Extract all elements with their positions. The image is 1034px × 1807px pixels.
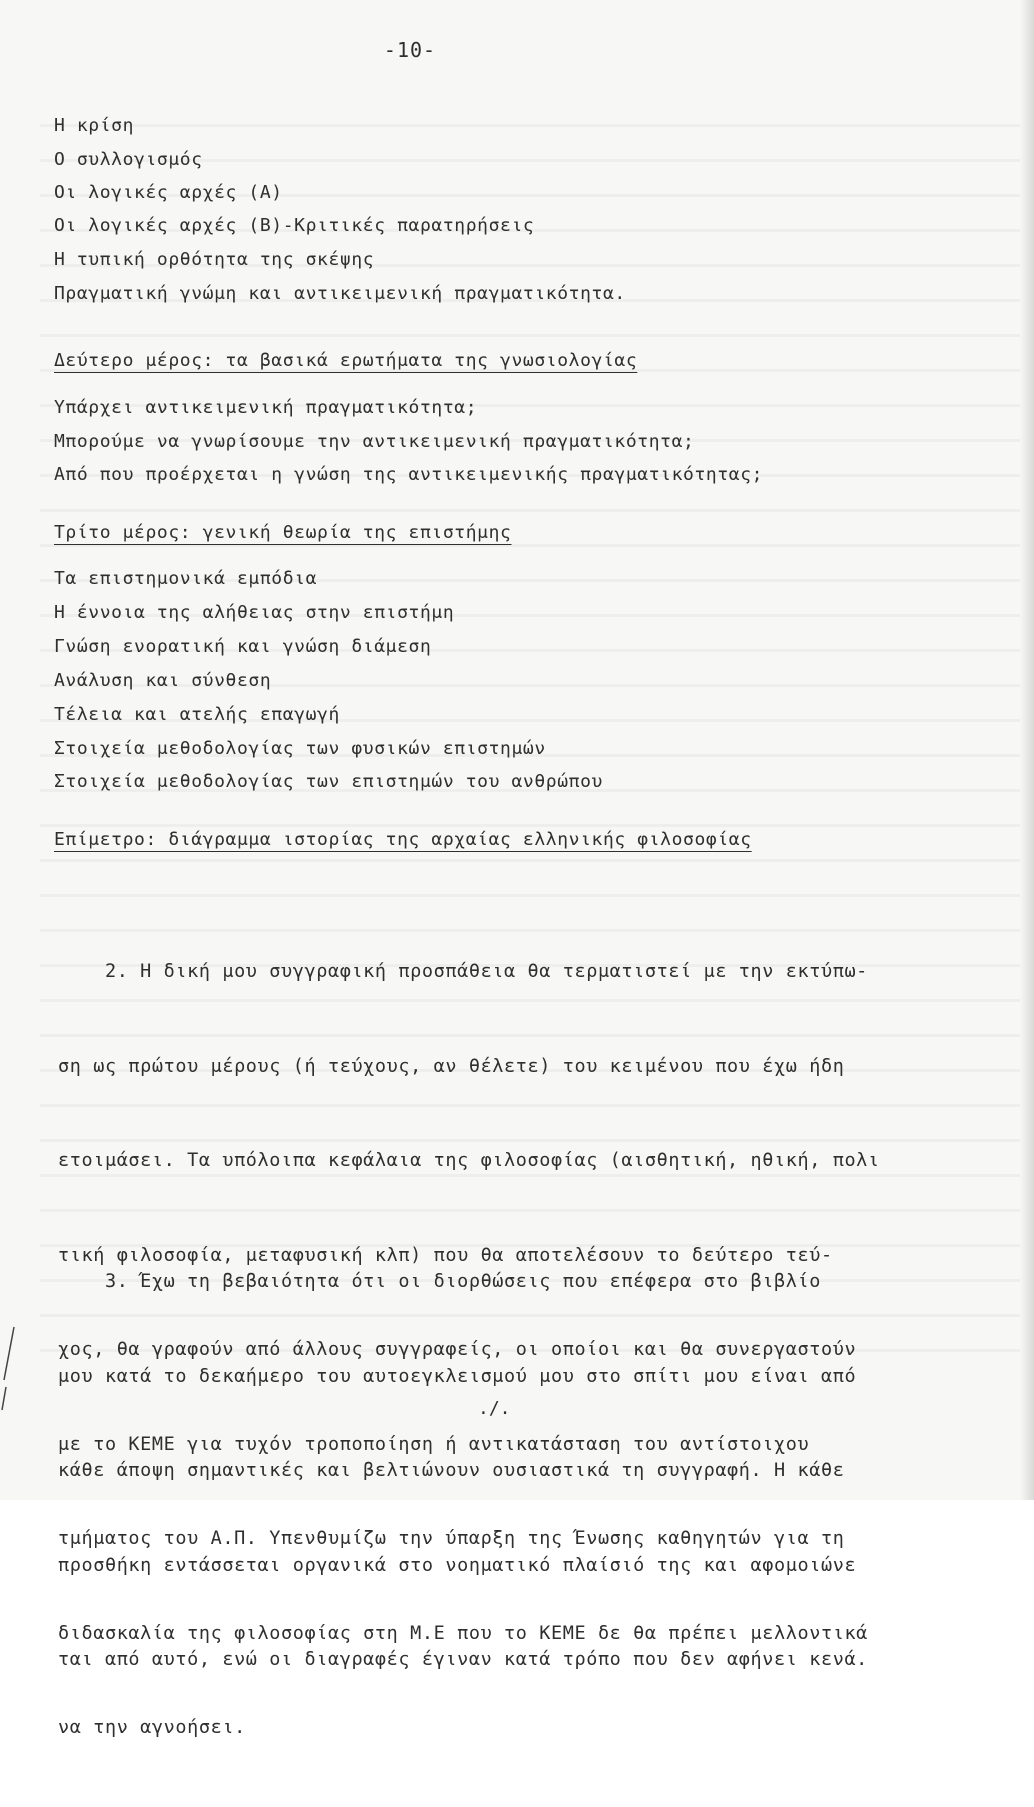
paragraph-3-line: 3. Έχω τη βεβαιότητα ότι οι διορθώσεις που επέφερα στο βιβλίο: [58, 1271, 821, 1292]
paragraph-2-line: διδασκαλία της φιλοσοφίας στη Μ.Ε που το ΚΕΜΕ δε θα πρέπει μελλοντικά: [58, 1622, 868, 1644]
paragraph-3-line: μου κατά το δεκαήμερο του αυτοεγκλεισμού μου στο σπίτι μου είναι από: [58, 1365, 857, 1387]
section-three-item: Στοιχεία μεθοδολογίας των επιστημών του ανθρώπου: [54, 771, 603, 792]
page-number: -10-: [383, 38, 437, 62]
section-three-item: Ανάλυση και σύνθεση: [54, 670, 272, 691]
section-three-item: Στοιχεία μεθοδολογίας των φυσικών επιστημών: [54, 738, 546, 759]
section-two-heading: Δεύτερο μέρος: τα βασικά ερωτήματα της γνωσιολογίας: [54, 350, 638, 371]
paragraph-2-line: ετοιμάσει. Τα υπόλοιπα κεφάλαια της φιλοσοφίας (αισθητική, ηθική, πολι: [58, 1150, 880, 1171]
margin-pencil-mark: [0, 1325, 20, 1415]
closing-mark: ./.: [478, 1398, 511, 1419]
section-two-item: Υπάρχει αντικειμενική πραγματικότητα;: [54, 397, 478, 418]
section-three-heading: Τρίτο μέρος: γενική θεωρία της επιστήμης: [54, 522, 512, 543]
paragraph-2-line: να την αγνοήσει.: [58, 1717, 246, 1738]
paragraph-2-line: τική φιλοσοφία, μεταφυσική κλπ) που θα αποτελέσουν το δεύτερο τεύ-: [58, 1244, 833, 1266]
paragraph-2-line: 2. Η δική μου συγγραφική προσπάθεια θα τερματιστεί με την εκτύπω-: [58, 961, 868, 982]
paragraph-2-line: με το ΚΕΜΕ για τυχόν τροποποίηση ή αντικατάσταση του αντίστοιχου: [58, 1433, 810, 1455]
contents-line: Η κρίση: [54, 115, 135, 136]
epimetro-heading: Επίμετρο: διάγραμμα ιστορίας της αρχαίας ελληνικής φιλοσοφίας: [54, 829, 752, 850]
paragraph-2-line: τμήματος του Α.Π. Υπενθυμίζω την ύπαρξη της Ένωσης καθηγητών για τη: [58, 1528, 845, 1549]
section-two-item: Από που προέρχεται η γνώση της αντικειμενικής πραγματικότητας;: [54, 464, 764, 485]
section-three-item: Γνώση ενορατική και γνώση διάμεση: [54, 636, 432, 657]
paragraph-3: [58, 1203, 868, 1739]
paragraph-2-line: χος, θα γραφούν από άλλους συγγραφείς, οι οποίοι και θα συνεργαστούν: [58, 1339, 857, 1360]
contents-line: Πραγματική γνώμη και αντικειμενική πραγματικότητα.: [54, 283, 626, 304]
section-two-item: Μπορούμε να γνωρίσουμε την αντικειμενική πραγματικότητα;: [54, 431, 695, 452]
page-edge-shadow: [1020, 0, 1034, 1500]
contents-line: Η τυπική ορθότητα της σκέψης: [54, 249, 375, 270]
section-three-item: Τέλεια και ατελής επαγωγή: [54, 704, 340, 725]
section-three-item: Τα επιστημονικά εμπόδια: [54, 568, 318, 589]
section-three-item: Η έννοια της αλήθειας στην επιστήμη: [54, 602, 455, 623]
paragraph-2-line: ση ως πρώτου μέρους (ή τεύχους, αν θέλετε) του κειμένου που έχω ήδη: [58, 1055, 845, 1077]
paragraph-3-line: κάθε άποψη σημαντικές και βελτιώνουν ουσιαστικά τη συγγραφή. Η κάθε: [58, 1460, 845, 1481]
contents-line: Οι λογικές αρχές (Β)-Κριτικές παρατηρήσεις: [54, 215, 535, 236]
paragraph-3-line: ται από αυτό, ενώ οι διαγραφές έγιναν κατά τρόπο που δεν αφήνει κενά.: [58, 1649, 868, 1670]
contents-line: Ο συλλογισμός: [54, 149, 203, 170]
contents-line: Οι λογικές αρχές (Α): [54, 182, 283, 203]
paragraph-3-line: προσθήκη εντάσσεται οργανικά στο νοηματικό πλαίσιό της και αφομοιώνε: [58, 1554, 857, 1576]
